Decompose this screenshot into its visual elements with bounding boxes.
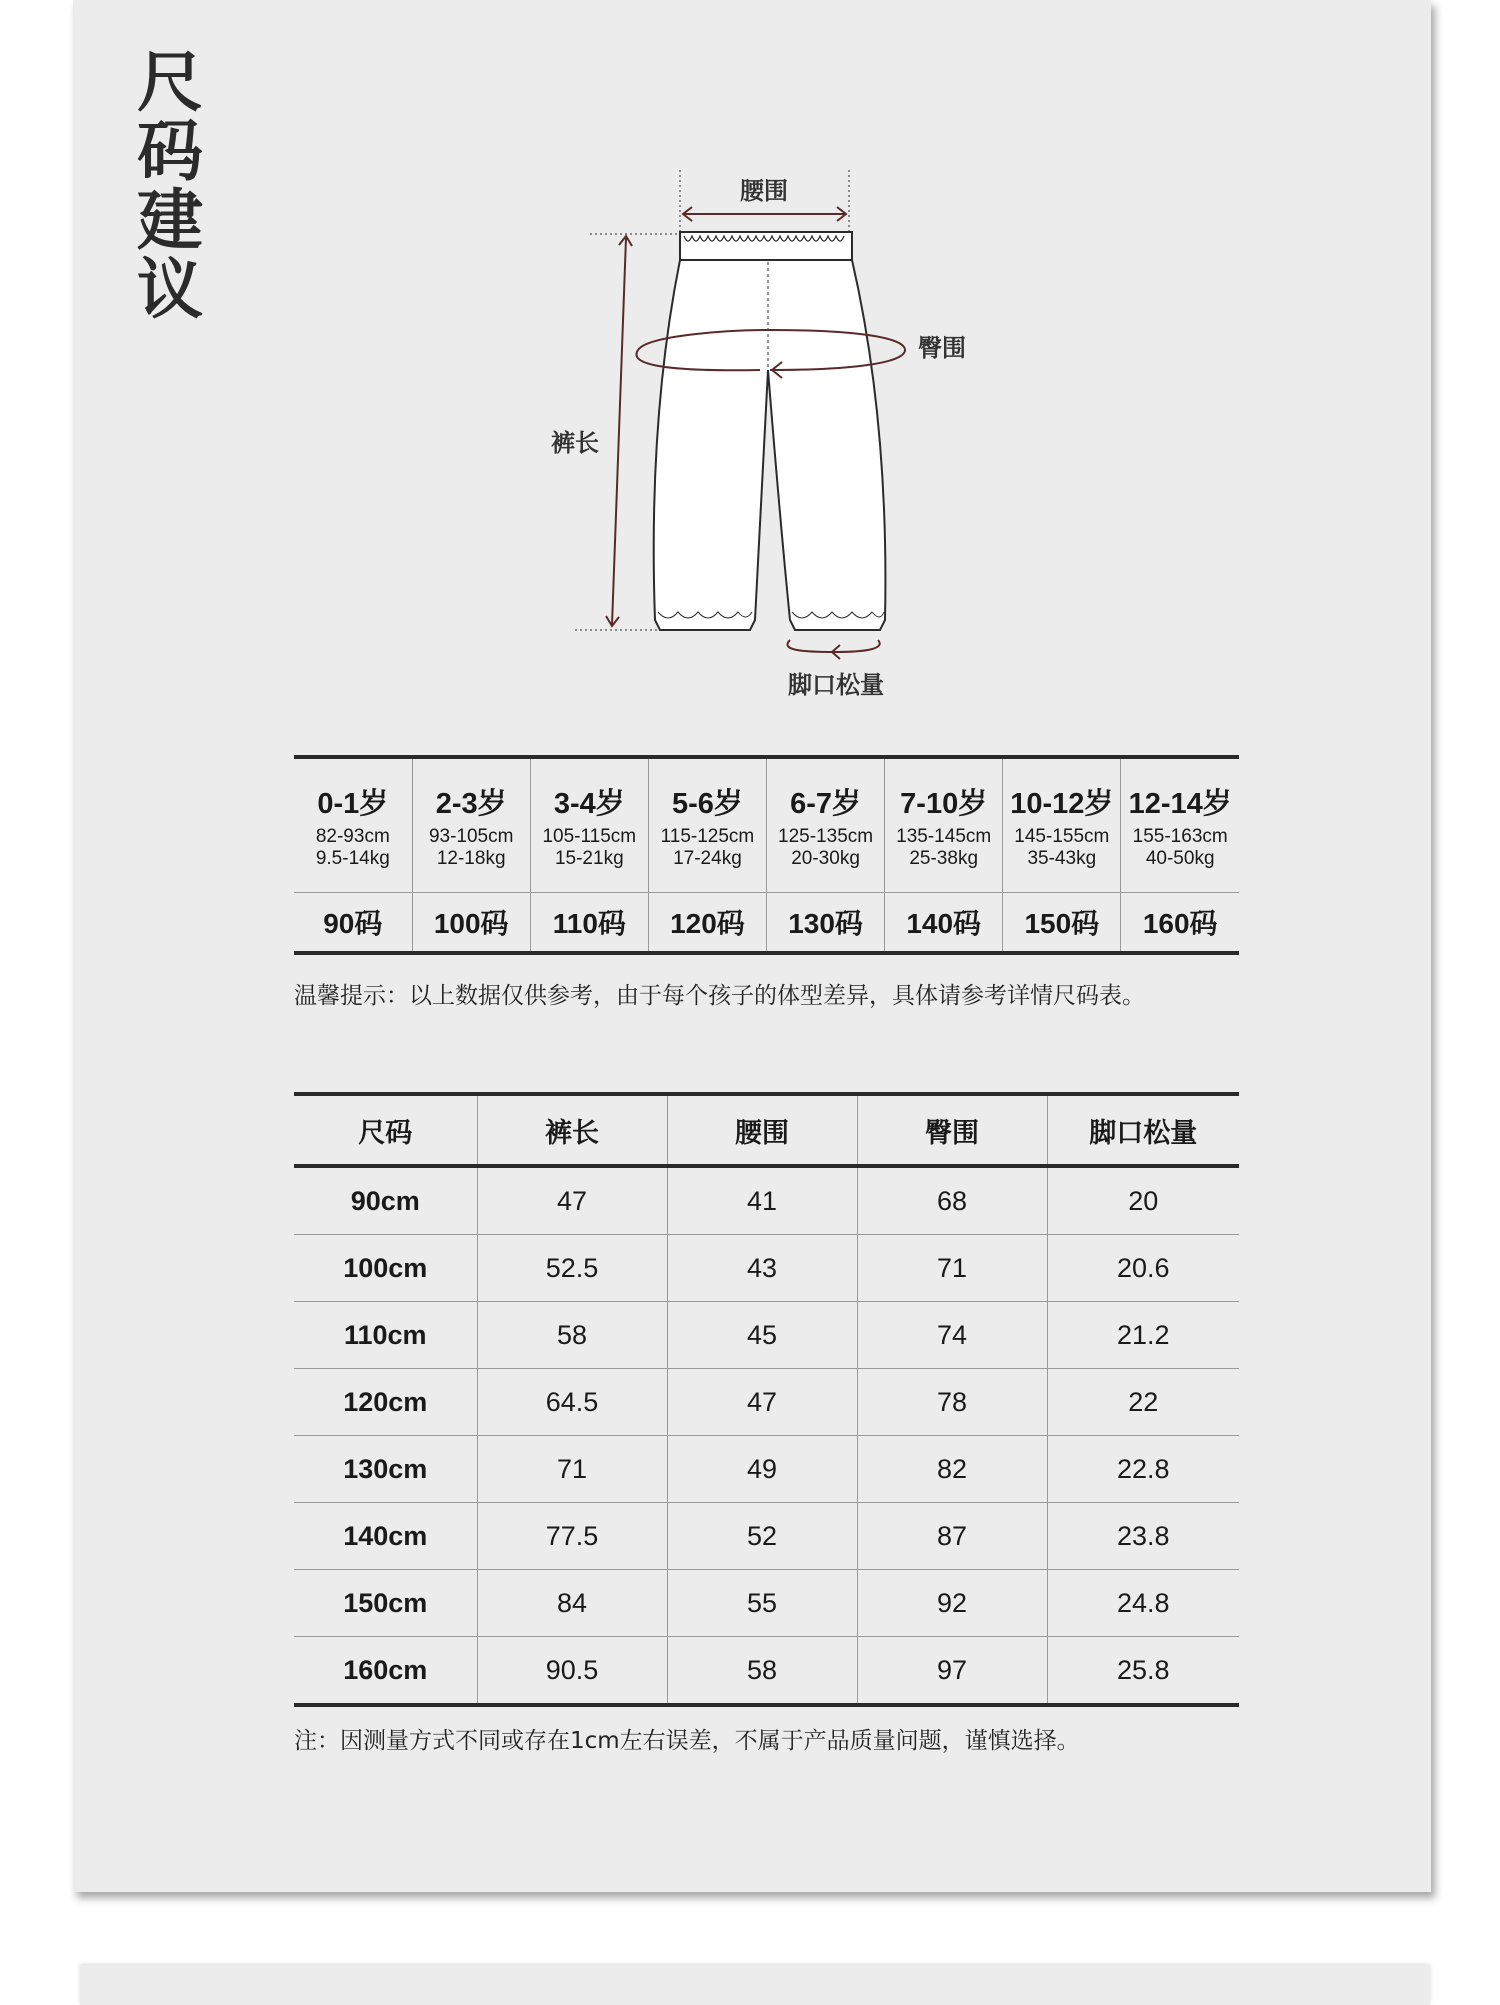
cuff-cell: 20 bbox=[1047, 1166, 1239, 1235]
age-cell bbox=[294, 757, 412, 893]
tip-text: 温馨提示：以上数据仅供参考，由于每个孩子的体型差异，具体请参考详情尺码表。 bbox=[294, 983, 1145, 1009]
size-code-cell bbox=[885, 893, 1003, 954]
size-code-cell bbox=[1121, 893, 1239, 954]
age-label: 10-12岁 bbox=[1010, 788, 1114, 820]
header-length: 裤长 bbox=[477, 1094, 667, 1166]
weight-range: 17-24kg bbox=[673, 848, 742, 869]
hip-cell: 97 bbox=[857, 1637, 1047, 1706]
length-cell: 84 bbox=[477, 1570, 667, 1637]
size-code-cell bbox=[648, 893, 766, 954]
weight-range: 15-21kg bbox=[554, 848, 624, 869]
size-code: 110码 bbox=[552, 908, 626, 939]
age-label: 12-14岁 bbox=[1128, 788, 1232, 820]
size-code-cell bbox=[767, 893, 885, 954]
size-code-cell bbox=[530, 893, 648, 954]
title-char: 议 bbox=[137, 251, 203, 328]
length-cell: 58 bbox=[477, 1302, 667, 1369]
length-label: 裤长 bbox=[551, 429, 599, 457]
length-cell: 90.5 bbox=[477, 1637, 667, 1706]
cuff-cell: 21.2 bbox=[1047, 1302, 1239, 1369]
size-code: 100码 bbox=[433, 908, 509, 939]
measurement-table bbox=[294, 1092, 1239, 1707]
height-range: 135-145cm bbox=[896, 826, 992, 847]
size-code: 120码 bbox=[670, 908, 745, 939]
cuff-cell: 25.8 bbox=[1047, 1637, 1239, 1706]
weight-range: 20-30kg bbox=[791, 848, 860, 869]
age-label: 3-4岁 bbox=[553, 788, 625, 820]
age-label: 2-3岁 bbox=[435, 788, 507, 820]
age-cell bbox=[885, 757, 1003, 893]
next-card-edge bbox=[80, 1965, 1430, 2005]
age-label: 6-7岁 bbox=[790, 788, 862, 820]
age-cell bbox=[1003, 757, 1121, 893]
size-cell: 140cm bbox=[294, 1503, 477, 1570]
cuff-cell: 23.8 bbox=[1047, 1503, 1239, 1570]
age-label: 7-10岁 bbox=[900, 788, 988, 820]
size-cell: 160cm bbox=[294, 1637, 477, 1706]
weight-range: 40-50kg bbox=[1145, 848, 1215, 869]
page-title bbox=[130, 44, 210, 328]
size-code: 90码 bbox=[323, 908, 383, 939]
cuff-label: 脚口松量 bbox=[788, 671, 884, 699]
age-size-table bbox=[294, 755, 1239, 955]
size-cell: 150cm bbox=[294, 1570, 477, 1637]
waist-cell: 41 bbox=[667, 1166, 857, 1235]
age-label: 0-1岁 bbox=[317, 788, 389, 820]
hip-label: 臀围 bbox=[918, 334, 966, 362]
cuff-cell: 20.6 bbox=[1047, 1235, 1239, 1302]
weight-range: 9.5-14kg bbox=[315, 848, 390, 869]
cuff-cell: 22 bbox=[1047, 1369, 1239, 1436]
waist-cell: 49 bbox=[667, 1436, 857, 1503]
table-row bbox=[294, 1637, 1239, 1706]
table-row bbox=[294, 1570, 1239, 1637]
table-row bbox=[294, 1166, 1239, 1235]
pants-diagram bbox=[540, 160, 980, 700]
title-char: 码 bbox=[137, 113, 203, 190]
size-cell: 130cm bbox=[294, 1436, 477, 1503]
waist-cell: 45 bbox=[667, 1302, 857, 1369]
hip-cell: 74 bbox=[857, 1302, 1047, 1369]
table-row bbox=[294, 1369, 1239, 1436]
length-cell: 71 bbox=[477, 1436, 667, 1503]
height-range: 145-155cm bbox=[1014, 826, 1110, 847]
size-code-cell bbox=[412, 893, 530, 954]
title-char: 尺 bbox=[137, 44, 203, 121]
header-size: 尺码 bbox=[294, 1094, 477, 1166]
height-range: 125-135cm bbox=[778, 826, 874, 847]
header-hip: 臀围 bbox=[857, 1094, 1047, 1166]
cuff-cell: 22.8 bbox=[1047, 1436, 1239, 1503]
table-row bbox=[294, 1302, 1239, 1369]
cuff-cell: 24.8 bbox=[1047, 1570, 1239, 1637]
height-range: 155-163cm bbox=[1132, 826, 1228, 847]
hip-cell: 71 bbox=[857, 1235, 1047, 1302]
hip-cell: 92 bbox=[857, 1570, 1047, 1637]
size-cell: 90cm bbox=[294, 1166, 477, 1235]
size-code: 160码 bbox=[1142, 908, 1218, 939]
age-cell bbox=[412, 757, 530, 893]
header-cuff: 脚口松量 bbox=[1047, 1094, 1239, 1166]
age-cell bbox=[648, 757, 766, 893]
waist-cell: 52 bbox=[667, 1503, 857, 1570]
waist-cell: 47 bbox=[667, 1369, 857, 1436]
size-cell: 100cm bbox=[294, 1235, 477, 1302]
weight-range: 12-18kg bbox=[436, 848, 506, 869]
size-code-cell bbox=[294, 893, 412, 954]
waist-cell: 43 bbox=[667, 1235, 857, 1302]
weight-range: 35-43kg bbox=[1027, 848, 1097, 869]
hip-cell: 87 bbox=[857, 1503, 1047, 1570]
waist-cell: 55 bbox=[667, 1570, 857, 1637]
hip-cell: 82 bbox=[857, 1436, 1047, 1503]
note-text: 注：因测量方式不同或存在1cm左右误差，不属于产品质量问题，谨慎选择。 bbox=[294, 1728, 1080, 1754]
title-char: 建 bbox=[137, 182, 203, 259]
table-row bbox=[294, 1436, 1239, 1503]
height-range: 82-93cm bbox=[315, 826, 390, 847]
size-code-cell bbox=[1003, 893, 1121, 954]
weight-range: 25-38kg bbox=[909, 848, 979, 869]
waist-cell: 58 bbox=[667, 1637, 857, 1706]
size-code: 130码 bbox=[788, 908, 863, 939]
height-range: 93-105cm bbox=[428, 826, 514, 847]
size-code: 140码 bbox=[906, 908, 982, 939]
length-cell: 64.5 bbox=[477, 1369, 667, 1436]
length-cell: 52.5 bbox=[477, 1235, 667, 1302]
age-label: 5-6岁 bbox=[671, 788, 743, 820]
age-cell bbox=[767, 757, 885, 893]
age-cell bbox=[530, 757, 648, 893]
height-range: 115-125cm bbox=[660, 826, 755, 847]
size-cell: 120cm bbox=[294, 1369, 477, 1436]
hip-cell: 78 bbox=[857, 1369, 1047, 1436]
table-row bbox=[294, 1503, 1239, 1570]
hip-cell: 68 bbox=[857, 1166, 1047, 1235]
size-code: 150码 bbox=[1024, 908, 1100, 939]
waist-label: 腰围 bbox=[740, 177, 788, 205]
height-range: 105-115cm bbox=[542, 826, 637, 847]
size-cell: 110cm bbox=[294, 1302, 477, 1369]
age-cell bbox=[1121, 757, 1239, 893]
length-cell: 47 bbox=[477, 1166, 667, 1235]
table-row bbox=[294, 1235, 1239, 1302]
header-waist: 腰围 bbox=[667, 1094, 857, 1166]
length-cell: 77.5 bbox=[477, 1503, 667, 1570]
